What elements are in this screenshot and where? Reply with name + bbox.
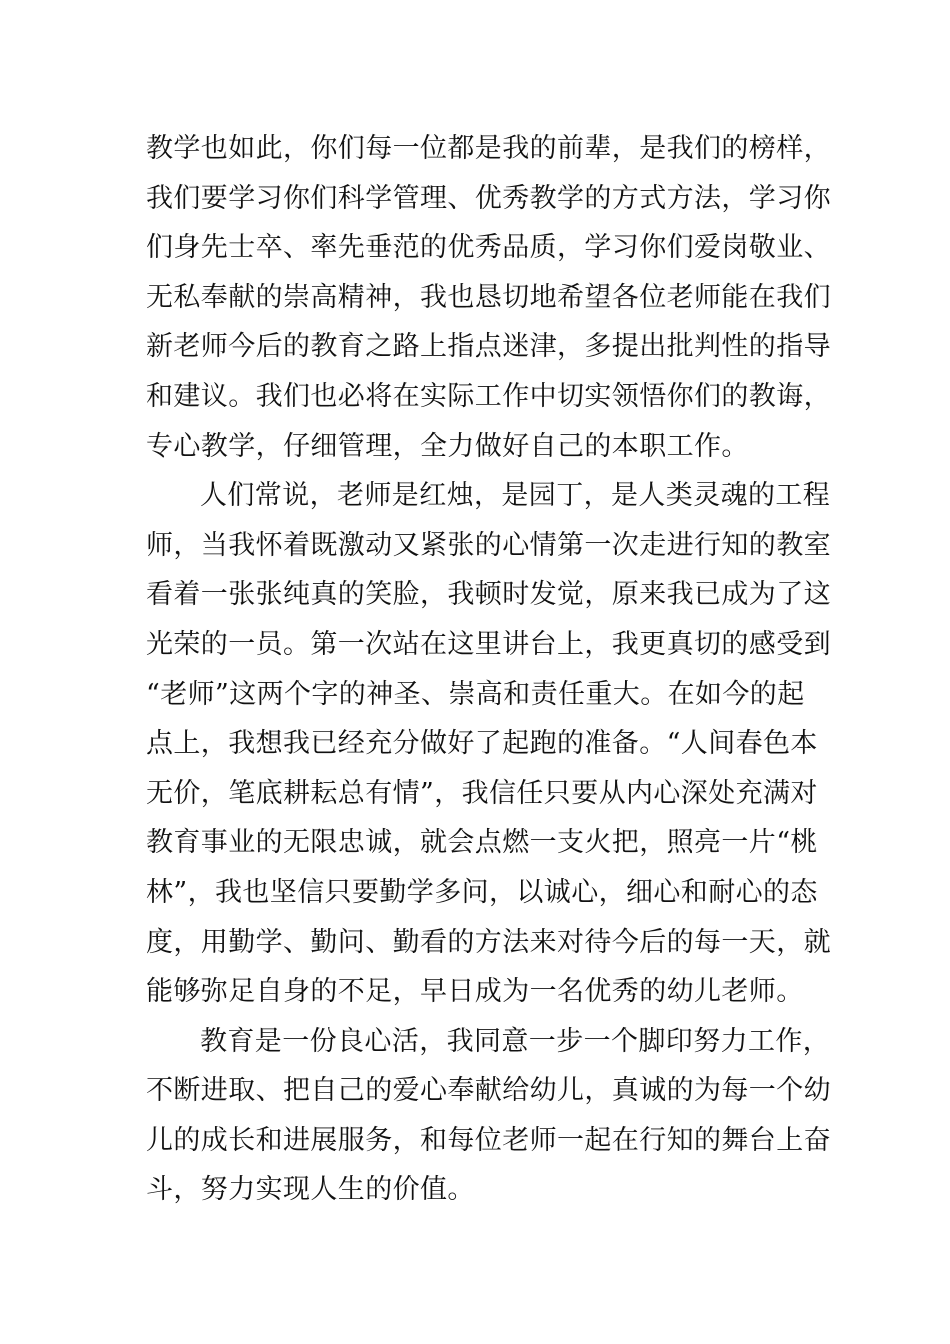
text-line: “老师”这两个字的神圣、崇高和责任重大。在如今的起 xyxy=(146,678,805,710)
text-line: 度，用勤学、勤问、勤看的方法来对待今后的每一天，就 xyxy=(146,926,831,958)
text-line: 和建议。我们也必将在实际工作中切实领悟你们的教诲， xyxy=(146,380,831,412)
text-line: 无价，笔底耕耘总有情”，我信任只要从内心深处充满对 xyxy=(146,777,818,809)
text-line: 光荣的一员。第一次站在这里讲台上，我更真切的感受到 xyxy=(146,628,831,660)
text-line: 们身先士卒、率先垂范的优秀品质，学习你们爱岗敬业、 xyxy=(146,232,831,264)
text-line: 新老师今后的教育之路上指点迷津，多提出批判性的指导 xyxy=(146,331,831,363)
text-line: 儿的成长和进展服务，和每位老师一起在行知的舞台上奋 xyxy=(146,1124,831,1156)
text-line: 点上，我想我已经充分做好了起跑的准备。“人间春色本 xyxy=(146,728,818,760)
text-line: 师，当我怀着既激动又紧张的心情第一次走进行知的教室 xyxy=(146,529,831,561)
text-line: 能够弥足自身的不足，早日成为一名优秀的幼儿老师。 xyxy=(146,976,804,1008)
text-line: 专心教学，仔细管理，全力做好自己的本职工作。 xyxy=(146,430,749,462)
text-line: 人们常说，老师是红烛，是园丁，是人类灵魂的工程 xyxy=(200,480,831,512)
text-line: 无私奉献的崇高精神，我也恳切地希望各位老师能在我们 xyxy=(146,281,831,313)
text-line: 看着一张张纯真的笑脸，我顿时发觉，原来我已成为了这 xyxy=(146,579,831,611)
text-line: 教学也如此，你们每一位都是我的前辈，是我们的榜样， xyxy=(146,133,831,164)
text-line: 教育事业的无限忠诚，就会点燃一支火把，照亮一片“桃 xyxy=(146,827,818,859)
text-line: 林”，我也坚信只要勤学多问，以诚心，细心和耐心的态 xyxy=(146,876,818,908)
text-line: 斗，努力实现人生的价值。 xyxy=(146,1174,475,1206)
text-line: 教育是一份良心活，我同意一步一个脚印努力工作， xyxy=(200,1025,831,1057)
text-line: 我们要学习你们科学管理、优秀教学的方式方法，学习你 xyxy=(146,182,831,214)
text-line: 不断进取、把自己的爱心奉献给幼儿，真诚的为每一个幼 xyxy=(146,1075,831,1107)
body-text xyxy=(146,124,831,1215)
